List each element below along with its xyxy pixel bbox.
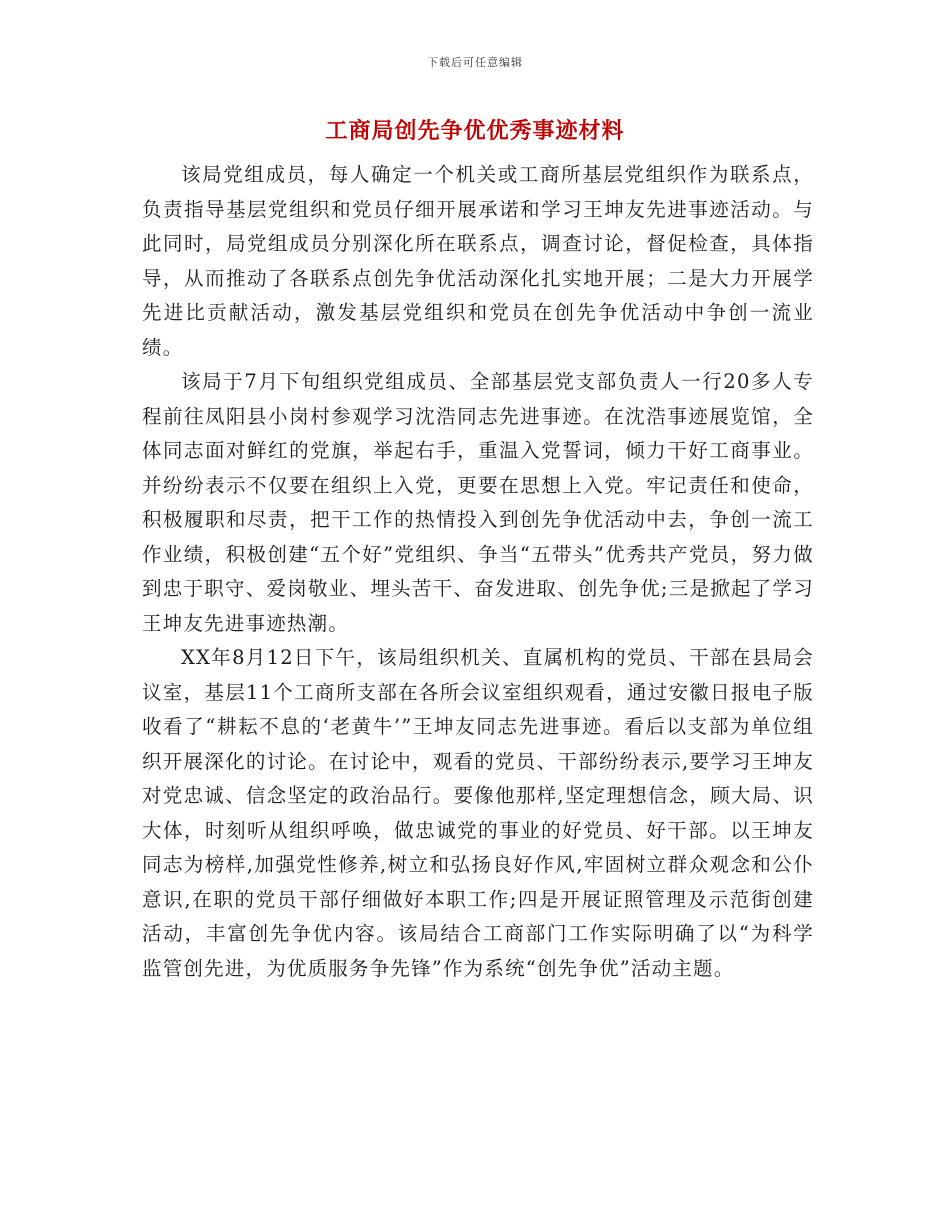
- document-title: 工商局创先争优优秀事迹材料: [325, 118, 625, 144]
- paragraph-2: 该局于7月下旬组织党组成员、全部基层党支部负责人一行20多人专程前往凤阳县小岗村参观学习沈浩同志先进事迹。在沈浩事迹展览馆，全体同志面对鲜红的党旗，举起右手，重温入党誓词，倾力干好工商事业。并纷纷表示不仅要在组织上入党，更要在思想上入党。牢记责任和使命，积极履职和尽责，把干工作的热情投入到创先争优活动中去，争创一流工作业绩，积极创建“五个好”党组织、争当“五带头”优秀共产党员，努力做到忠于职守、爱岗敬业、埋头苦干、奋发进取、创先争优;三是掀起了学习王坤友先进事迹热潮。: [142, 370, 814, 635]
- paragraph-1: 该局党组成员，每人确定一个机关或工商所基层党组织作为联系点，负责指导基层党组织和党员仔细开展承诺和学习王坤友先进事迹活动。与此同时，局党组成员分别深化所在联系点，调查讨论，督促检查，具体指导，从而推动了各联系点创先争优活动深化扎实地开展；二是大力开展学先进比贡献活动，激发基层党组织和党员在创先争优活动中争创一流业绩。: [142, 163, 814, 359]
- document-body: [142, 158, 814, 986]
- header-note: 下载后可任意编辑: [427, 56, 523, 69]
- paragraph-3: XX年8月12日下午，该局组织机关、直属机构的党员、干部在县局会议室，基层11个工商所支部在各所会议室组织观看，通过安徽日报电子版收看了“耕耘不息的‘老黄牛’”王坤友同志先进事迹。看后以支部为单位组织开展深化的讨论。在讨论中，观看的党员、干部纷纷表示,要学习王坤友对党忠诚、信念坚定的政治品行。要像他那样,坚定理想信念，顾大局、识大体，时刻听从组织呼唤，做忠诚党的事业的好党员、好干部。以王坤友同志为榜样,加强党性修养,树立和弘扬良好作风,牢固树立群众观念和公仆意识,在职的党员干部仔细做好本职工作;四是开展证照管理及示范街创建活动，丰富创先争优内容。该局结合工商部门工作实际明确了以“为科学监管创先进，为优质服务争先锋”作为系统“创先争优”活动主题。: [142, 646, 814, 980]
